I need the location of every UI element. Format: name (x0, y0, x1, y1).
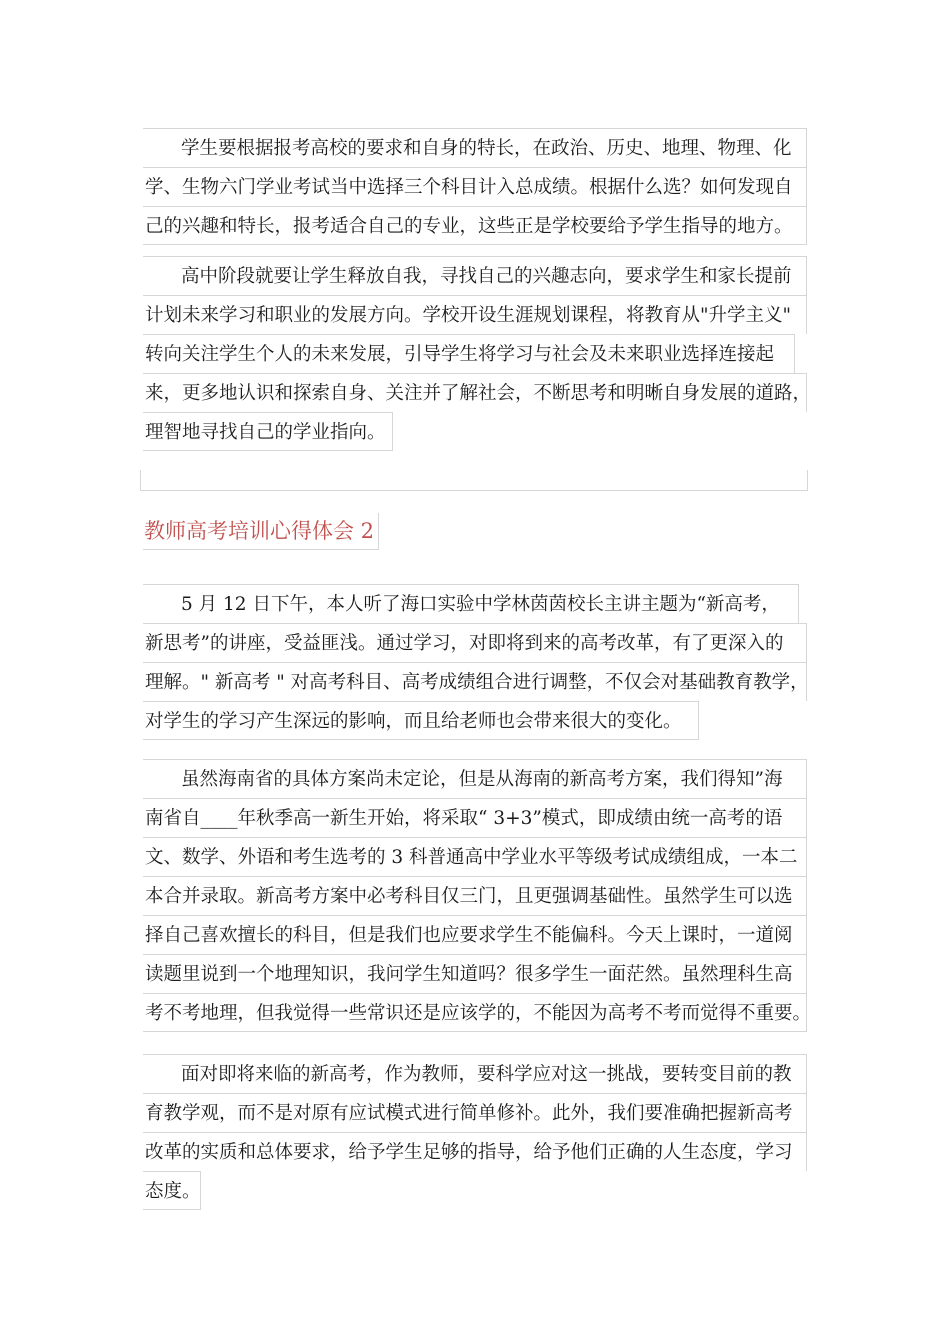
text-line: 学、生物六门学业考试当中选择三个科目计入总成绩。根据什么选？如何发现自 (143, 167, 807, 206)
text-line: 本合并录取。新高考方案中必考科目仅三门，且更强调基础性。虽然学生可以选 (143, 876, 807, 915)
text-line: 择自己喜欢擅长的科目，但是我们也应要求学生不能偏科。今天上课时，一道阅 (143, 915, 807, 954)
text-line: 来，更多地认识和探索自身、关注并了解社会，不断思考和明晰自身发展的道路， (143, 373, 807, 412)
text-line: 计划未来学习和职业的发展方向。学校开设生涯规划课程，将教育从"升学主义" (143, 295, 807, 334)
paragraph-3 (143, 584, 807, 740)
paragraph-2 (143, 256, 812, 451)
text-line: 改革的实质和总体要求，给予学生足够的指导，给予他们正确的人生态度，学习 (143, 1132, 807, 1171)
text-line: 理智地寻找自己的学业指向。 (143, 412, 393, 451)
text-line: 己的兴趣和特长，报考适合自己的专业，这些正是学校要给予学生指导的地方。 (143, 206, 807, 245)
text-line: 考不考地理，但我觉得一些常识还是应该学的，不能因为高考不考而觉得不重要。 (143, 993, 807, 1032)
text-line: 南省自____年秋季高一新生开始，将采取“ 3+3”模式，即成绩由统一高考的语 (143, 798, 807, 837)
text-line: 学生要根据报考高校的要求和自身的特长，在政治、历史、地理、物理、化 (143, 128, 807, 167)
paragraph-4 (143, 759, 812, 1032)
blank-paragraph (140, 470, 808, 491)
text-line: 5 月 12 日下午，本人听了海口实验中学林茵茵校长主讲主题为“新高考， (143, 584, 799, 623)
paragraph-5 (143, 1054, 807, 1210)
text-line: 虽然海南省的具体方案尚未定论，但是从海南的新高考方案，我们得知”海 (143, 759, 807, 798)
text-line: 文、数学、外语和考生选考的 3 科普通高中学业水平等级考试成绩组成，一本二 (143, 837, 807, 876)
text-line: 对学生的学习产生深远的影响，而且给老师也会带来很大的变化。 (143, 701, 699, 740)
text-line: 高中阶段就要让学生释放自我，寻找自己的兴趣志向，要求学生和家长提前 (143, 256, 807, 295)
text-line: 面对即将来临的新高考，作为教师，要科学应对这一挑战，要转变目前的教 (143, 1054, 807, 1093)
text-line: 态度。 (143, 1171, 201, 1210)
paragraph-1 (143, 128, 807, 245)
text-line: 转向关注学生个人的未来发展，引导学生将学习与社会及未来职业选择连接起 (143, 334, 795, 373)
section-title: 教师高考培训心得体会 2 (143, 513, 379, 550)
text-line: 新思考”的讲座，受益匪浅。通过学习，对即将到来的高考改革，有了更深入的 (143, 623, 807, 662)
text-line: 育教学观，而不是对原有应试模式进行简单修补。此外，我们要准确把握新高考 (143, 1093, 807, 1132)
text-line: 理解。" 新高考 " 对高考科目、高考成绩组合进行调整，不仅会对基础教育教学， (143, 662, 807, 701)
text-line: 读题里说到一个地理知识，我问学生知道吗？很多学生一面茫然。虽然理科生高 (143, 954, 807, 993)
